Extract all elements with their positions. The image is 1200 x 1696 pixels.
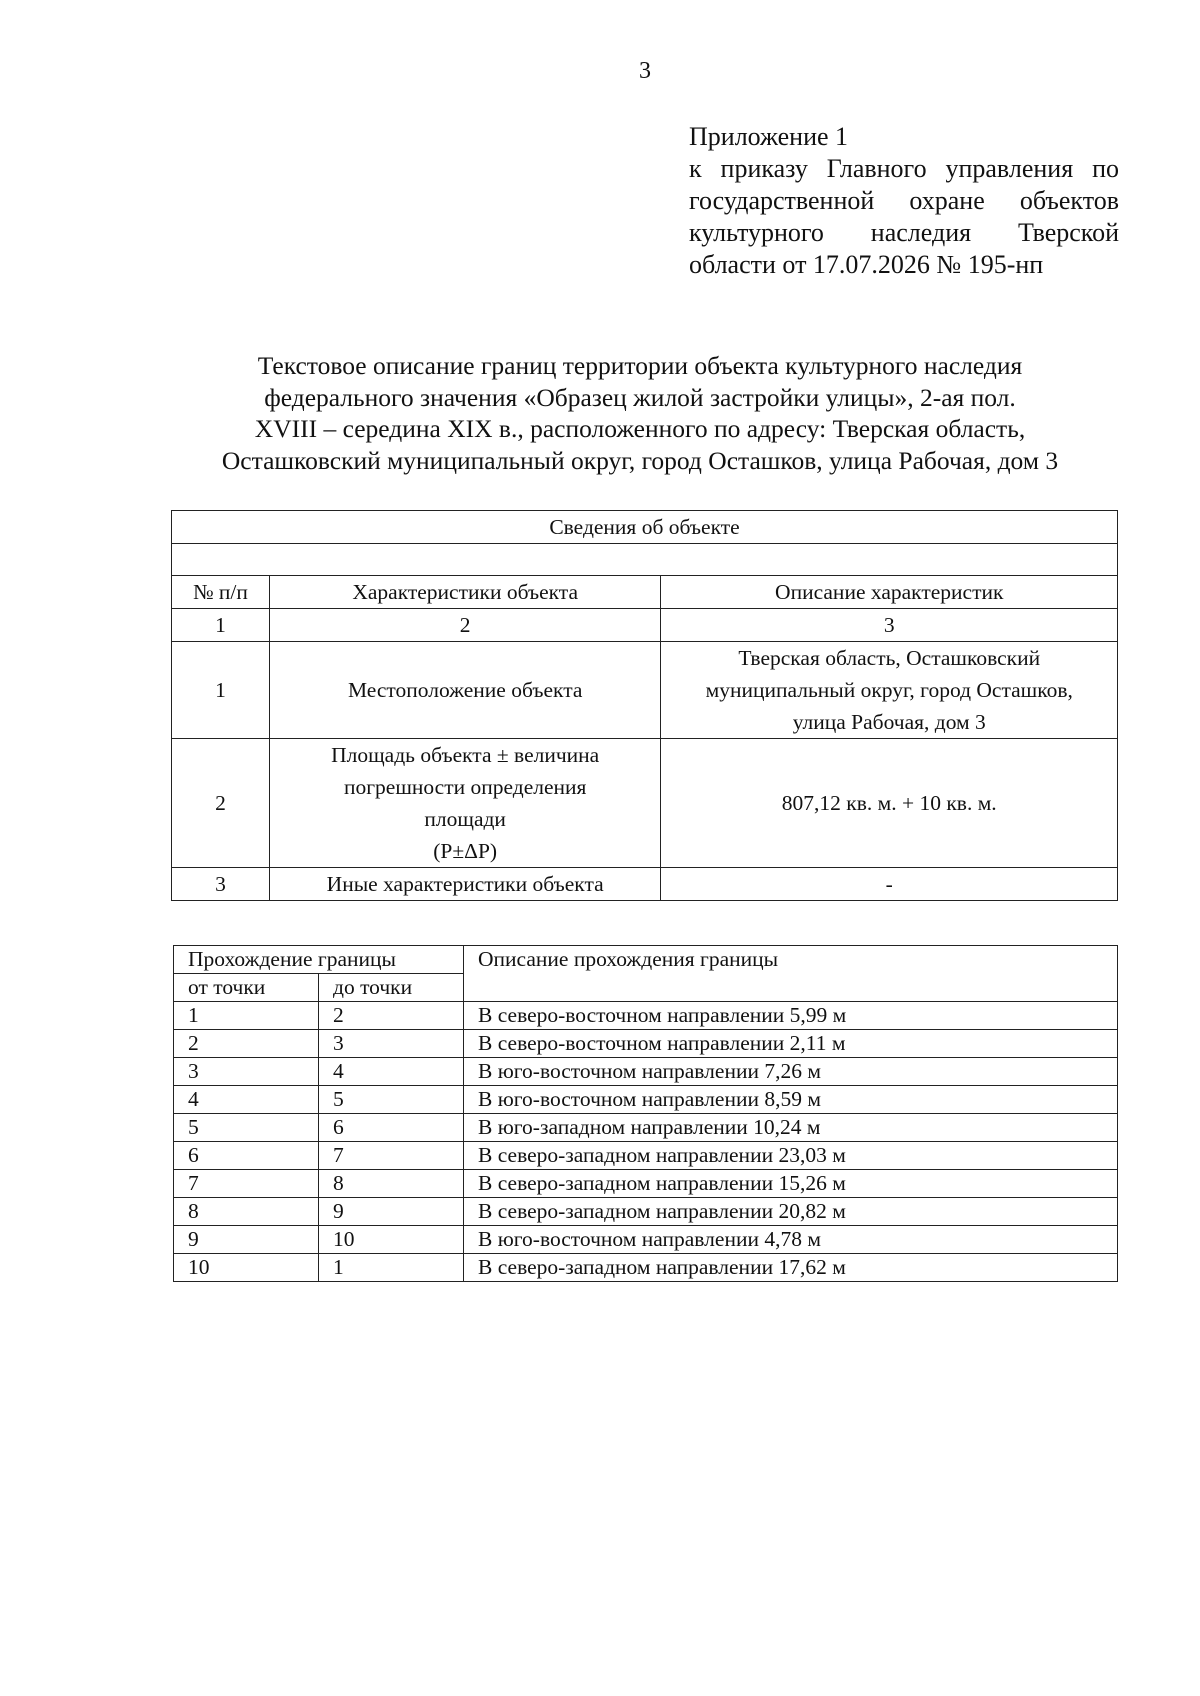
to-point-cell: 8 [319,1170,464,1198]
document-title [150,350,1130,476]
description-line: Тверская область, Осташковский [738,646,1041,670]
boundary-description-cell: В северо-западном направлении 23,03 м [464,1142,1118,1170]
table-row [174,1058,1118,1086]
from-point-cell: 2 [174,1030,319,1058]
characteristic-line: Площадь объекта ± величина [331,743,600,767]
header-description: Описание характеристик [661,576,1118,609]
boundary-description-cell: В северо-западном направлении 15,26 м [464,1170,1118,1198]
title-line: Текстовое описание границ территории объекта культурного наследия [257,351,1023,380]
column-number: 3 [661,609,1118,642]
from-point-cell: 7 [174,1170,319,1198]
table-row [174,1030,1118,1058]
table-row [174,1254,1118,1282]
description-cell [661,642,1118,739]
from-point-cell: 3 [174,1058,319,1086]
description-line: муниципальный округ, город Осташков, [705,678,1073,702]
to-point-cell: 2 [319,1002,464,1030]
characteristic-line: погрешности определения [343,775,587,799]
header-boundary-description: Описание прохождения границы [464,946,1118,1002]
boundary-description-cell: В юго-восточном направлении 7,26 м [464,1058,1118,1086]
to-point-cell: 3 [319,1030,464,1058]
row-number: 1 [172,642,270,739]
row-number: 2 [172,739,270,868]
description-cell: - [661,868,1118,901]
table-row [174,1226,1118,1254]
to-point-cell: 4 [319,1058,464,1086]
table-row [172,739,1118,868]
from-point-cell: 6 [174,1142,319,1170]
characteristic-line: (Р±ΔР) [433,839,498,863]
title-line: XVIII – середина XIX в., расположенного по адресу: Тверская область, [254,414,1026,443]
characteristic-cell [269,739,661,868]
table-caption: Сведения об объекте [172,511,1118,544]
to-point-cell: 7 [319,1142,464,1170]
page-number: 3 [639,58,651,84]
to-point-cell: 5 [319,1086,464,1114]
boundary-rows [174,1002,1118,1282]
table-row [174,1170,1118,1198]
boundary-table [173,945,1118,1282]
header-characteristic: Характеристики объекта [269,576,661,609]
boundary-description-cell: В северо-восточном направлении 5,99 м [464,1002,1118,1030]
boundary-description-cell: В юго-восточном направлении 4,78 м [464,1226,1118,1254]
row-number: 3 [172,868,270,901]
boundary-description-cell: В юго-западном направлении 10,24 м [464,1114,1118,1142]
description-line: улица Рабочая, дом 3 [792,710,986,734]
table-row [174,1114,1118,1142]
title-line: Осташковский муниципальный округ, город Осташков, улица Рабочая, дом 3 [221,445,1059,475]
characteristic-line: площади [424,807,506,831]
table-row [174,1002,1118,1030]
to-point-cell: 6 [319,1114,464,1142]
column-number: 1 [172,609,270,642]
characteristic-cell: Местоположение объекта [269,642,661,739]
from-point-cell: 1 [174,1002,319,1030]
to-point-cell: 10 [319,1226,464,1254]
from-point-cell: 8 [174,1198,319,1226]
description-cell: 807,12 кв. м. + 10 кв. м. [661,739,1118,868]
header-boundary-passage: Прохождение границы [174,946,464,974]
from-point-cell: 5 [174,1114,319,1142]
appendix-title: Приложение 1 [689,122,849,151]
title-line: федерального значения «Образец жилой застройки улицы», 2-ая пол. [264,382,1016,412]
header-to-point: до точки [319,974,464,1002]
table-row [174,1198,1118,1226]
header-from-point: от точки [174,974,319,1002]
table-row [172,868,1118,901]
to-point-cell: 9 [319,1198,464,1226]
table-row [172,642,1118,739]
to-point-cell: 1 [319,1254,464,1282]
header-num: № п/п [172,576,270,609]
boundary-description-cell: В юго-восточном направлении 8,59 м [464,1086,1118,1114]
appendix-body: к приказу Главного управления по государственной охране объектов культурного наследия Тверской области от 17.07.2026 № 195-нп [689,154,1119,279]
column-number: 2 [269,609,661,642]
characteristic-cell: Иные характеристики объекта [269,868,661,901]
object-info-table [171,510,1118,901]
from-point-cell: 4 [174,1086,319,1114]
boundary-description-cell: В северо-восточном направлении 2,11 м [464,1030,1118,1058]
boundary-description-cell: В северо-западном направлении 20,82 м [464,1198,1118,1226]
table-row [174,1142,1118,1170]
table-row [174,1086,1118,1114]
boundary-description-cell: В северо-западном направлении 17,62 м [464,1254,1118,1282]
from-point-cell: 10 [174,1254,319,1282]
appendix-block [689,121,1119,281]
empty-row [172,544,1118,576]
from-point-cell: 9 [174,1226,319,1254]
